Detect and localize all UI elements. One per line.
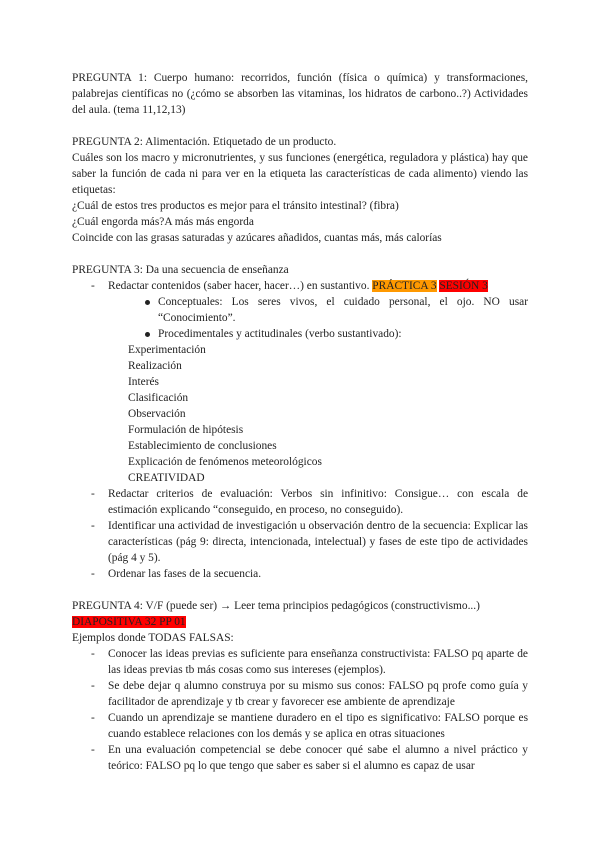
highlight-diapositiva: DIAPOSITIVA 32 PP 01 — [72, 616, 186, 628]
pregunta-2-line: ¿Cuál engorda más?A más más engorda — [72, 216, 254, 228]
pregunta-2 — [72, 134, 528, 246]
pregunta-2-line: Cuáles son los macro y micronutrientes, y sus funciones (energética, reguladora y plástica) hay que saber la función de cada ni para ver en la etiqueta las características de cada alimento) viendo las etiquetas: — [72, 152, 528, 196]
pregunta-4-subtitle: Ejemplos donde TODAS FALSAS: — [72, 632, 234, 644]
list-item: Explicación de fenómenos meteorológicos — [128, 456, 322, 468]
list-item: Experimentación — [128, 344, 206, 356]
list-item — [72, 278, 528, 486]
list-item: Interés — [128, 376, 159, 388]
list-item-text: Procedimentales y actitudinales (verbo sustantivado): — [158, 328, 402, 340]
highlight-practica: PRÁCTICA 3 — [372, 280, 437, 292]
list-item: - Cuando un aprendizaje se mantiene duradero en el tipo es significativo: FALSO porque es cuando establece relaciones con los demás y se aplica en otras situaciones — [72, 710, 528, 742]
list-item: - En una evaluación competencial se debe conocer qué sabe el alumno a nivel práctico y teórico: FALSO pq lo que tengo que saber es saber si el alumno es capaz de usar — [72, 742, 528, 774]
content-types-list — [108, 294, 528, 342]
list-item — [108, 326, 528, 342]
list-item: - Identificar una actividad de investigación u observación dentro de la secuencia: Explicar las características (pág 9: directa, intencionada, intelectual) y fases de este tipo de actividades (pág 4 y 5). — [72, 518, 528, 566]
procedures-list — [72, 342, 528, 486]
list-item: Observación — [128, 408, 186, 420]
list-item: Formulación de hipótesis — [128, 424, 244, 436]
list-item — [108, 294, 528, 326]
pregunta-4 — [72, 598, 528, 774]
pregunta-4-title: PREGUNTA 4: V/F (puede ser) → Leer tema principios pedagógicos (constructivismo...) — [72, 600, 480, 612]
list-item: CREATIVIDAD — [128, 472, 205, 484]
list-item-text: Redactar contenidos (saber hacer, hacer…) en sustantivo. — [108, 280, 370, 292]
pregunta-3 — [72, 262, 528, 582]
pregunta-2-title: PREGUNTA 2: Alimentación. Etiquetado de un producto. — [72, 136, 337, 148]
list-item: - Redactar criterios de evaluación: Verbos sin infinitivo: Consigue… con escala de estimación explicando “conseguido, en proceso, no conseguido). — [72, 486, 528, 518]
list-item: - Conocer las ideas previas es suficiente para enseñanza constructivista: FALSO pq aparte de las ideas previas tb más cosas como sus intereses (ejemplos). — [72, 646, 528, 678]
pregunta-4-list — [72, 646, 528, 774]
list-item: - Ordenar las fases de la secuencia. — [72, 566, 528, 582]
pregunta-2-line: Coincide con las grasas saturadas y azúcares añadidos, cuantas más, más calorías — [72, 232, 442, 244]
pregunta-3-list — [72, 278, 528, 582]
pregunta-3-title: PREGUNTA 3: Da una secuencia de enseñanza — [72, 264, 289, 276]
highlight-sesion: SESIÓN 3 — [439, 280, 488, 292]
pregunta-1 — [72, 70, 528, 118]
pregunta-2-line: ¿Cuál de estos tres productos es mejor para el tránsito intestinal? (fibra) — [72, 200, 399, 212]
pregunta-1-text: PREGUNTA 1: Cuerpo humano: recorridos, función (física o química) y transformaciones, palabrejas científicas no (¿cómo se absorben las vitaminas, los hidratos de carbono..?) Actividades del aula. (tema 11,12,13) — [72, 72, 528, 116]
list-item: Clasificación — [128, 392, 189, 404]
list-item-text: Conceptuales: Los seres vivos, el cuidado personal, el ojo. NO usar “Conocimiento”. — [158, 296, 528, 324]
list-item: Realización — [128, 360, 182, 372]
list-item: Establecimiento de conclusiones — [128, 440, 277, 452]
list-item: - Se debe dejar q alumno construya por su mismo sus conos: FALSO pq profe como guía y facilitador de aprendizaje y tb crear y favorecer ese ambiente de aprendizaje — [72, 678, 528, 710]
